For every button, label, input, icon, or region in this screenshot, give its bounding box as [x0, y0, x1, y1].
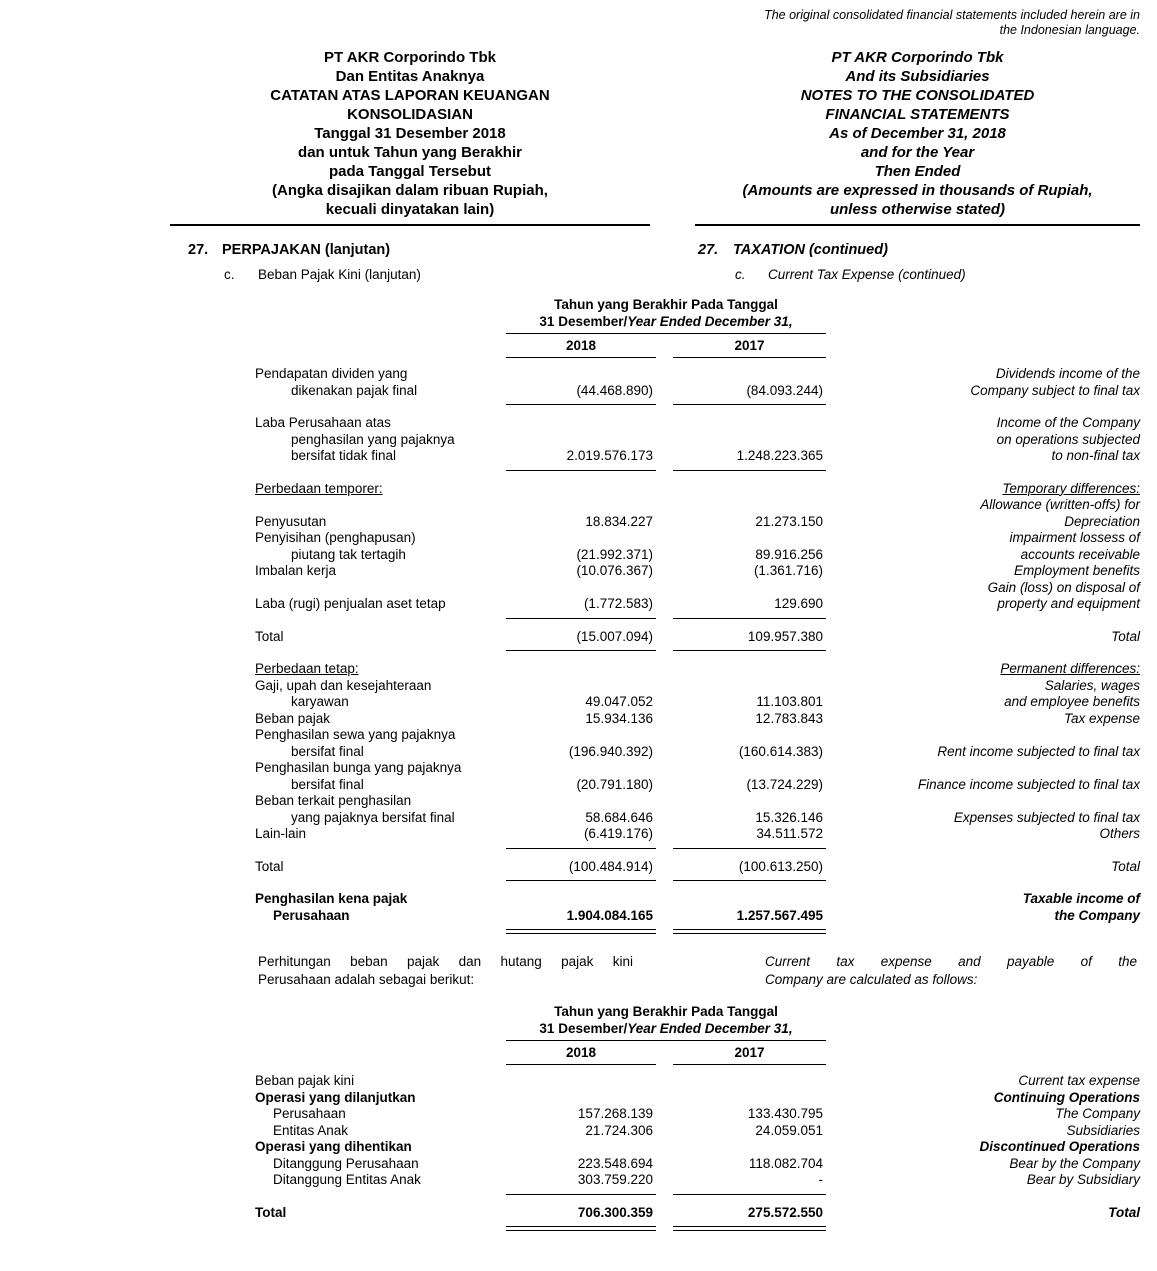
period-line-2: [506, 313, 826, 330]
cell-2017: 1.248.223.365: [736, 448, 823, 463]
cell-label-en: Total: [1108, 1204, 1140, 1220]
cell-label-id: piutang tak tertagih: [291, 546, 406, 562]
cell-2017: 129.690: [774, 596, 823, 611]
table-row: [255, 810, 1140, 827]
header-id-line-3: CATATAN ATAS LAPORAN KEUANGAN: [270, 87, 550, 104]
cell-2017: (1.361.716): [753, 563, 823, 578]
cell-2017: (84.093.244): [746, 382, 823, 398]
rule-2017: [673, 880, 826, 881]
cell-2017: -: [818, 1172, 823, 1187]
paragraph-id-line-1: Perhitungan beban pajak dan hutang pajak kini: [258, 954, 633, 969]
cell-label-en: Bear by Subsidiary: [1026, 1172, 1140, 1187]
table-row: [255, 366, 1140, 383]
cell-label-en: Subsidiaries: [1066, 1122, 1140, 1138]
cell-2017: 89.916.256: [755, 546, 823, 562]
header-en-line-8: (Amounts are expressed in thousands of Rupiah,: [742, 182, 1093, 199]
cell-label-id: Beban terkait penghasilan: [255, 793, 412, 808]
cell-2018: 2.019.576.173: [566, 448, 653, 463]
rule-2017: [673, 929, 826, 934]
rule-2018: [506, 1226, 656, 1231]
cell-label-en: property and equipment: [997, 596, 1140, 611]
cell-2017: (100.613.250): [738, 858, 823, 874]
cell-label-id: Beban pajak: [255, 710, 331, 726]
cell-label-id: Penghasilan kena pajak: [255, 891, 408, 906]
paragraph-en-line-2: Company are calculated as follows:: [765, 971, 978, 987]
cell-label-en: Depreciation: [1064, 513, 1140, 529]
cell-2018: (1.772.583): [583, 596, 653, 611]
table-row: [255, 1172, 1140, 1189]
cell-2017: 12.783.843: [755, 710, 823, 726]
cell-2017: 118.082.704: [748, 1155, 823, 1171]
intro-paragraph: [170, 953, 1140, 988]
rule-2018: [506, 618, 656, 619]
cell-label-en: Bear by the Company: [1009, 1155, 1140, 1171]
table-row: [255, 744, 1140, 761]
table-row: [255, 448, 1140, 465]
table-row: [255, 383, 1140, 400]
cell-label-en: Gain (loss) on disposal of: [987, 579, 1140, 595]
cell-2018: (196.940.392): [568, 743, 653, 759]
cell-label-id: Ditanggung Perusahaan: [273, 1155, 419, 1171]
cell-2018: 18.834.227: [585, 513, 653, 529]
cell-2018: (44.468.890): [576, 382, 653, 398]
cell-2017: 11.103.801: [756, 694, 823, 709]
tax-reconciliation-table: [255, 296, 1140, 940]
cell-2018: 223.548.694: [577, 1155, 653, 1171]
cell-2018: (21.992.371): [576, 546, 653, 562]
table-row-taxable-income: [255, 908, 1140, 925]
cell-label-en: Taxable income of: [1022, 891, 1140, 906]
cell-2017: 109.957.380: [747, 628, 823, 644]
cell-label-en: Rent income subjected to final tax: [937, 743, 1140, 759]
period-line-2-en: Year Ended December 31,: [627, 1021, 793, 1036]
year-columns: [506, 335, 826, 358]
rule-2017: [673, 470, 826, 471]
rule-2018: [506, 470, 656, 471]
header-indonesian: [170, 48, 650, 226]
cell-label-id: Lain-lain: [255, 826, 307, 841]
table-row: [255, 661, 1140, 678]
cell-label-en: Current tax expense: [1018, 1073, 1140, 1088]
header-en-line-3: NOTES TO THE CONSOLIDATED: [800, 87, 1035, 104]
cell-label-en: accounts receivable: [1020, 546, 1140, 562]
cell-2017: 34.511.572: [756, 826, 823, 841]
rule-2018: [506, 929, 656, 934]
cell-label-id: yang pajaknya bersifat final: [291, 809, 455, 825]
cell-label-en: Income of the Company: [996, 415, 1140, 430]
cell-2017: 275.572.550: [747, 1204, 823, 1220]
cell-label-id: bersifat final: [291, 743, 364, 759]
cell-label-id: bersifat final: [291, 776, 364, 792]
header-id-line-9: kecuali dinyatakan lain): [325, 201, 495, 218]
rule-2018: [506, 848, 656, 849]
cell-label-en: Employment benefits: [1013, 563, 1140, 578]
table-row: [255, 596, 1140, 613]
cell-2018: (6.419.176): [583, 826, 653, 841]
cell-label-id: dikenakan pajak final: [291, 382, 418, 398]
cell-2017: (13.724.229): [746, 776, 823, 792]
cell-label-en: Tax expense: [1063, 710, 1140, 726]
column-rules: [255, 399, 1140, 415]
period-line-1: Tahun yang Berakhir Pada Tanggal: [554, 1004, 778, 1019]
column-rules: [255, 875, 1140, 891]
paragraph-english: [765, 953, 1137, 988]
rule-2018: [506, 880, 656, 881]
cell-label-en: Permanent differences:: [1000, 661, 1140, 676]
cell-label-id: Total: [255, 858, 284, 874]
table-row-total: [255, 1205, 1140, 1222]
section-number-id: 27.: [188, 242, 209, 258]
paragraph-indonesian: [258, 953, 633, 988]
table-row: [255, 793, 1140, 810]
header-en-line-9: unless otherwise stated): [829, 201, 1006, 218]
period-line-2-id: 31 Desember/: [539, 314, 628, 329]
section-sub-id: [170, 267, 650, 282]
cell-label-en: Total: [1111, 858, 1140, 874]
cell-label-id: Perbedaan tetap:: [255, 661, 359, 676]
cell-2018: (100.484.914): [568, 858, 653, 874]
cell-label-id: bersifat tidak final: [291, 448, 397, 463]
table-row: [255, 777, 1140, 794]
header-id-line-5: Tanggal 31 Desember 2018: [314, 125, 506, 142]
table-row: [255, 1106, 1140, 1123]
rule-2018: [506, 404, 656, 405]
header-id-line-8: (Angka disajikan dalam ribuan Rupiah,: [272, 182, 548, 199]
cell-label-id: Beban pajak kini: [255, 1073, 355, 1088]
cell-label-id: Total: [255, 628, 284, 644]
cell-label-id: Pendapatan dividen yang: [255, 366, 408, 381]
cell-label-id: Penghasilan bunga yang pajaknya: [255, 760, 462, 775]
period-line-2-en: Year Ended December 31,: [627, 314, 793, 329]
double-column-rules: [255, 1221, 1140, 1237]
table-row: [255, 1139, 1140, 1156]
cell-label-en: on operations subjected: [996, 431, 1140, 447]
table-row: [255, 1123, 1140, 1140]
rule-2017: [673, 848, 826, 849]
table-row: [255, 415, 1140, 432]
rule-2017: [673, 650, 826, 651]
cell-label-en: Salaries, wages: [1044, 677, 1140, 693]
header-id-line-2: Dan Entitas Anaknya: [335, 68, 485, 85]
cell-label-en: Total: [1111, 628, 1140, 644]
section-number-en: 27.: [698, 242, 719, 258]
cell-label-en: the Company: [1054, 907, 1140, 923]
table-row: [255, 1090, 1140, 1107]
table-row: [255, 481, 1140, 498]
language-note-line-1: The original consolidated financial statements included herein are in: [764, 8, 1140, 22]
year-2017-header: 2017: [673, 335, 826, 358]
cell-label-id: Perbedaan temporer:: [255, 480, 383, 496]
cell-label-id: Imbalan kerja: [255, 563, 337, 578]
cell-label-id: Total: [255, 1204, 287, 1220]
table-row: [255, 497, 1140, 514]
table-row: [255, 563, 1140, 580]
cell-label-id: Operasi yang dilanjutkan: [255, 1089, 416, 1105]
column-rules: [255, 645, 1140, 661]
table-period-header: [506, 1003, 826, 1065]
cell-2017: 15.326.146: [755, 809, 823, 825]
cell-label-en: to non-final tax: [1051, 448, 1140, 463]
cell-label-id: Perusahaan: [273, 907, 350, 923]
section-title-id-text: PERPAJAKAN (lanjutan): [222, 242, 391, 258]
rule-2018: [506, 1194, 656, 1195]
cell-label-en: Discontinued Operations: [979, 1139, 1140, 1154]
section-sub-letter-id: c.: [224, 267, 235, 282]
cell-2018: 49.047.052: [585, 694, 653, 709]
cell-label-en: Dividends income of the: [995, 366, 1140, 381]
period-line-2: [506, 1020, 826, 1037]
language-note-line-2: the Indonesian language.: [999, 23, 1140, 37]
header-id-line-7: pada Tanggal Tersebut: [329, 163, 491, 180]
table-row: [255, 727, 1140, 744]
cell-label-en: Finance income subjected to final tax: [917, 776, 1140, 792]
cell-label-id: Penghasilan sewa yang pajaknya: [255, 727, 456, 742]
header-en-line-6: and for the Year: [860, 144, 975, 161]
table-row: [255, 547, 1140, 564]
rule-2018: [506, 650, 656, 651]
current-tax-payable-table: [255, 1003, 1140, 1237]
table-row: [255, 760, 1140, 777]
header-id-line-6: dan untuk Tahun yang Berakhir: [298, 144, 522, 161]
cell-label-en: Expenses subjected to final tax: [953, 809, 1140, 825]
table-row: [255, 711, 1140, 728]
header-id-line-1: PT AKR Corporindo Tbk: [324, 49, 496, 66]
cell-2018: 157.268.139: [577, 1106, 653, 1121]
cell-2018: (10.076.367): [576, 563, 653, 578]
table-row: [255, 530, 1140, 547]
cell-label-id: Penyisihan (penghapusan): [255, 530, 416, 545]
column-rules: [255, 843, 1140, 859]
cell-label-id: Entitas Anak: [273, 1122, 349, 1138]
cell-2018: 706.300.359: [577, 1204, 653, 1220]
rule-2017: [673, 404, 826, 405]
year-2017-header: 2017: [673, 1042, 826, 1065]
header-id-line-4: KONSOLIDASIAN: [347, 106, 473, 123]
period-line-2-id: 31 Desember/: [539, 1021, 628, 1036]
table-row: [255, 1156, 1140, 1173]
cell-label-id: Laba (rugi) penjualan aset tetap: [255, 596, 446, 611]
table-row-total: [255, 859, 1140, 876]
table-row: [255, 678, 1140, 695]
cell-label-id: Perusahaan: [273, 1106, 346, 1121]
section-sub-en: [695, 267, 1140, 282]
period-rule: [506, 1040, 826, 1041]
year-columns: [506, 1042, 826, 1065]
header-en-line-2: And its Subsidiaries: [845, 68, 990, 85]
section-title-en-text: TAXATION (continued): [733, 242, 888, 258]
cell-2018: 21.724.306: [585, 1122, 653, 1138]
column-rules: [255, 465, 1140, 481]
cell-label-en: Company subject to final tax: [970, 382, 1140, 398]
year-2018-header: 2018: [506, 335, 656, 358]
rule-2017: [673, 1226, 826, 1231]
cell-2018: 303.759.220: [577, 1172, 653, 1187]
cell-label-id: Penyusutan: [255, 513, 327, 529]
section-sub-letter-en: c.: [735, 267, 746, 282]
section-title-en: [695, 242, 1140, 258]
section-title-id: [170, 242, 650, 258]
table-row: [255, 826, 1140, 843]
header-en-line-1: PT AKR Corporindo Tbk: [831, 49, 1004, 66]
period-rule: [506, 333, 826, 334]
header-english: [695, 48, 1140, 226]
section-indonesian: [170, 242, 650, 282]
cell-2017: 24.059.051: [755, 1122, 823, 1138]
cell-2018: (15.007.094): [576, 628, 653, 644]
table-row: [255, 432, 1140, 449]
cell-2017: 133.430.795: [747, 1106, 823, 1121]
cell-label-en: impairment lossess of: [1009, 530, 1140, 545]
header-en-line-4: FINANCIAL STATEMENTS: [825, 106, 1010, 123]
double-column-rules: [255, 924, 1140, 940]
cell-label-id: Gaji, upah dan kesejahteraan: [255, 677, 432, 693]
cell-label-en: Temporary differences:: [1002, 480, 1140, 496]
cell-label-en: Others: [1099, 826, 1140, 841]
header-en-line-7: Then Ended: [874, 163, 961, 180]
paragraph-en-line-1: Current tax expense and payable of the: [765, 954, 1137, 969]
cell-label-en: Continuing Operations: [993, 1089, 1140, 1105]
cell-label-en: and employee benefits: [1004, 694, 1140, 709]
table-row: [255, 694, 1140, 711]
cell-2017: 21.273.150: [755, 513, 823, 529]
column-rules: [255, 1189, 1140, 1205]
cell-label-en: Allowance (written-offs) for: [980, 497, 1140, 512]
rule-2017: [673, 1194, 826, 1195]
table-period-header: [506, 296, 826, 358]
column-rules: [255, 613, 1140, 629]
header-en-line-5: As of December 31, 2018: [829, 125, 1006, 142]
cell-2017: (160.614.383): [738, 743, 823, 759]
table-row: [255, 891, 1140, 908]
period-line-1: Tahun yang Berakhir Pada Tanggal: [554, 297, 778, 312]
page-header: [170, 48, 1140, 226]
cell-label-en: The Company: [1055, 1106, 1140, 1121]
rule-2017: [673, 618, 826, 619]
cell-2018: 1.904.084.165: [566, 907, 653, 923]
section-sub-title-en-text: Current Tax Expense (continued): [768, 267, 966, 282]
cell-2017: 1.257.567.495: [736, 907, 823, 923]
table-row-total: [255, 629, 1140, 646]
section-english: [695, 242, 1140, 282]
cell-label-id: penghasilan yang pajaknya: [291, 431, 455, 447]
cell-label-id: Ditanggung Entitas Anak: [273, 1172, 421, 1187]
paragraph-id-line-2: Perusahaan adalah sebagai berikut:: [258, 971, 475, 987]
table-row: [255, 580, 1140, 597]
section-sub-title-id-text: Beban Pajak Kini (lanjutan): [258, 267, 421, 282]
language-note: [170, 8, 1140, 38]
table-row: [255, 1073, 1140, 1090]
cell-2018: 15.934.136: [585, 710, 653, 726]
year-2018-header: 2018: [506, 1042, 656, 1065]
cell-label-id: Laba Perusahaan atas: [255, 415, 391, 430]
cell-2018: (20.791.180): [576, 776, 653, 792]
cell-2018: 58.684.646: [585, 809, 653, 825]
table-row: [255, 514, 1140, 531]
cell-label-id: karyawan: [291, 694, 349, 709]
section-heading: [170, 242, 1140, 282]
cell-label-id: Operasi yang dihentikan: [255, 1139, 412, 1154]
